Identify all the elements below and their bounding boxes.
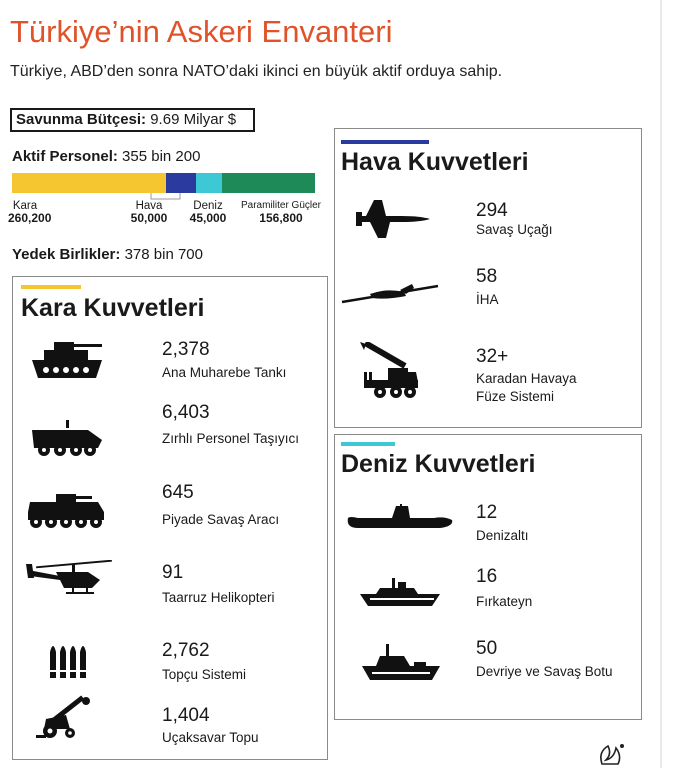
land-item-value: 6,403 <box>162 402 210 423</box>
naval-forces-title: Deniz Kuvvetleri <box>341 450 536 478</box>
defense-budget-box <box>10 108 255 132</box>
personnel-value: 355 bin 200 <box>122 148 201 165</box>
active-personnel <box>12 148 200 165</box>
bar-segment-paramiliter-g-ler <box>222 173 315 193</box>
naval-item-value: 12 <box>476 502 498 523</box>
drone-icon <box>340 280 440 308</box>
breakdown-name: Paramiliter Güçler <box>240 200 322 211</box>
air-forces-title: Hava Kuvvetleri <box>341 148 529 176</box>
naval-item-label: Denizaltı <box>476 528 529 543</box>
air-item-value: 58 <box>476 266 498 287</box>
land-item-label: Zırhlı Personel Taşıyıcı <box>162 431 300 446</box>
air-item-label: Karadan Havaya <box>476 371 577 386</box>
land-item-value: 2,762 <box>162 640 210 661</box>
naval-item-value: 16 <box>476 566 498 587</box>
land-item-value: 645 <box>162 482 194 503</box>
air-item-label-line2: Füze Sistemi <box>476 389 555 404</box>
land-item-label: Topçu Sistemi <box>162 667 247 682</box>
land-item-label: Uçaksavar Topu <box>162 730 259 745</box>
land-item-label: Taarruz Helikopteri <box>162 590 275 605</box>
breakdown-name: Deniz <box>193 200 223 212</box>
naval-item-label: Fırkateyn <box>476 594 533 609</box>
breakdown-label-kara <box>8 200 52 225</box>
air-item-value: 294 <box>476 200 508 221</box>
breakdown-label-hava <box>128 200 170 224</box>
patrol-boat-icon <box>360 642 442 684</box>
land-item-value: 1,404 <box>162 705 210 726</box>
page-subtitle: Türkiye, ABD’den sonra NATO’daki ikinci en büyük aktif orduya sahip. <box>10 63 503 80</box>
personnel-label: Aktif Personel: <box>12 148 118 165</box>
bar-segment-hava <box>166 173 196 193</box>
breakdown-value: 260,200 <box>8 211 52 225</box>
air-item-label: İHA <box>476 292 499 307</box>
page-title: Türkiye’nin Askeri Envanteri <box>10 14 393 49</box>
sam-launcher-icon <box>358 342 420 400</box>
fighter-jet-icon <box>352 200 432 238</box>
tank-icon <box>28 340 106 382</box>
bar-segment-kara <box>12 173 166 193</box>
land-item-label: Piyade Savaş Aracı <box>162 512 280 527</box>
land-item-value: 2,378 <box>162 339 210 360</box>
ifv-icon <box>26 490 106 530</box>
budget-label: Savunma Bütçesi: <box>16 111 147 128</box>
land-item-label: Ana Muharebe Tankı <box>162 365 287 380</box>
anti-aircraft-gun-icon <box>36 695 92 741</box>
naval-accent-bar <box>341 442 395 446</box>
breakdown-label-paramilitary <box>238 200 324 224</box>
al-jazeera-logo-icon <box>596 740 630 766</box>
bar-segment-deniz <box>196 173 223 193</box>
air-item-label: Savaş Uçağı <box>476 222 553 237</box>
land-accent-bar <box>21 285 81 289</box>
air-accent-bar <box>341 140 429 144</box>
scrollbar-track[interactable] <box>660 0 662 768</box>
submarine-icon <box>344 504 456 534</box>
breakdown-value: 156,800 <box>259 211 303 225</box>
reserve-forces <box>12 246 203 263</box>
frigate-icon <box>358 574 442 608</box>
naval-item-value: 50 <box>476 638 498 659</box>
attack-helicopter-icon <box>26 560 116 598</box>
breakdown-name: Kara <box>12 200 38 212</box>
breakdown-name: Hava <box>135 200 163 212</box>
apc-icon <box>28 418 106 458</box>
breakdown-label-deniz <box>186 200 230 224</box>
land-forces-title: Kara Kuvvetleri <box>21 294 205 322</box>
air-item-value: 32+ <box>476 346 509 367</box>
breakdown-value: 45,000 <box>189 211 227 225</box>
personnel-breakdown-bar <box>12 173 315 193</box>
artillery-shells-icon <box>48 638 88 682</box>
reserve-value: 378 bin 700 <box>124 246 203 263</box>
reserve-label: Yedek Birlikler: <box>12 246 121 263</box>
budget-value: 9.69 Milyar $ <box>150 111 237 128</box>
land-item-value: 91 <box>162 562 184 583</box>
naval-item-label: Devriye ve Savaş Botu <box>476 664 613 679</box>
breakdown-value: 50,000 <box>130 211 168 225</box>
hava-bracket <box>150 193 182 201</box>
